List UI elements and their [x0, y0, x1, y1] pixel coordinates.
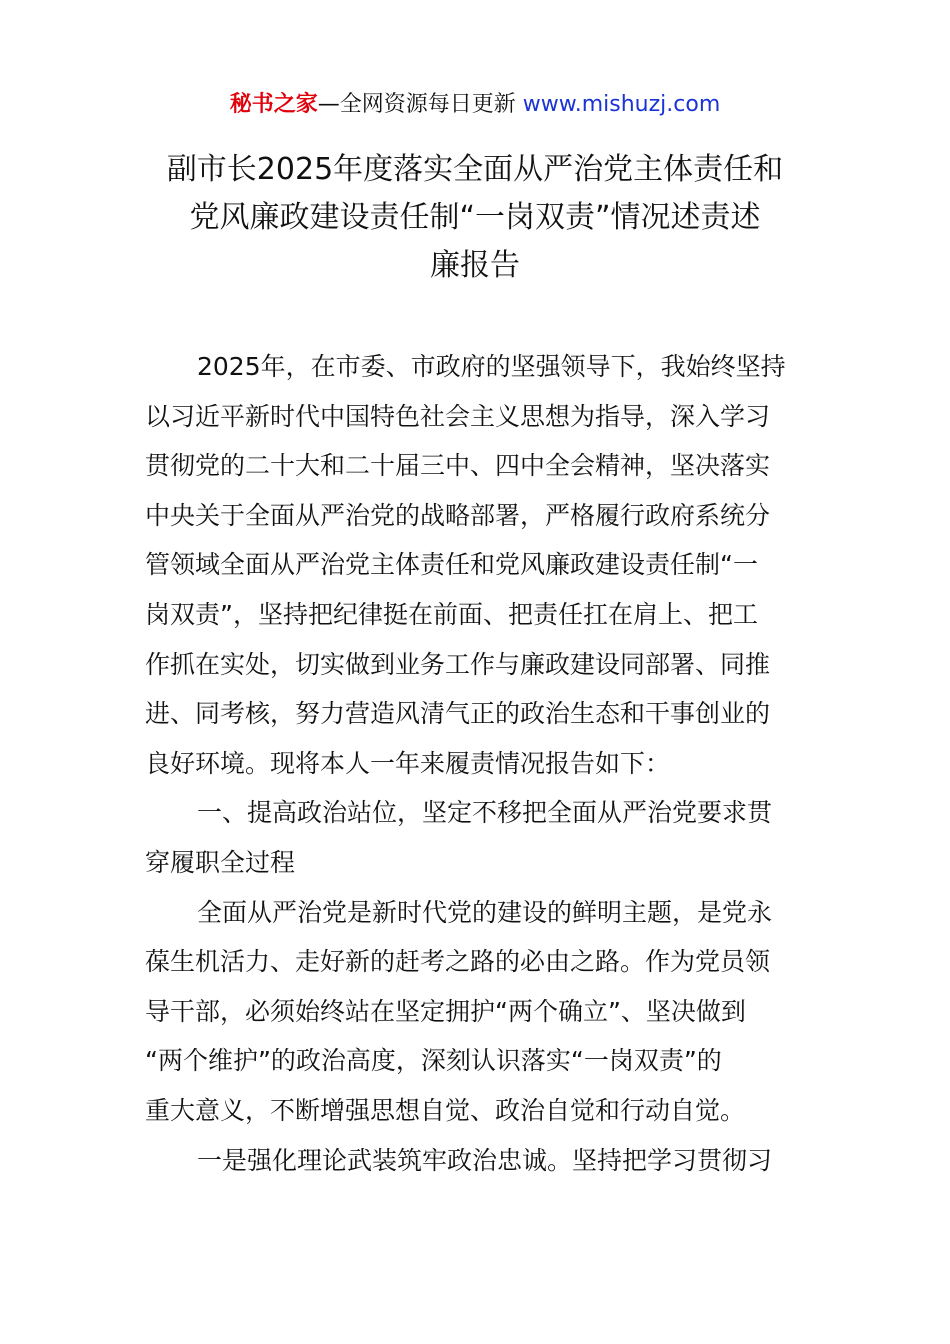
text-line: 2025年，在市委、市政府的坚强领导下，我始终坚持 — [197, 352, 786, 381]
intro-paragraph — [145, 342, 807, 788]
section-heading-1 — [145, 788, 807, 887]
text-line: 葆生机活力、走好新的赶考之路的必由之路。作为党员领 — [145, 947, 771, 977]
text-line: 贯彻党的二十大和二十届三中、四中全会精神，坚决落实 — [145, 451, 771, 481]
text-line: 穿履职全过程 — [145, 847, 296, 877]
text-line: 进、同考核，努力营造风清气正的政治生态和干事创业的 — [145, 699, 771, 729]
site-url-link[interactable]: www.mishuzj.com — [522, 92, 721, 117]
text-line: 导干部，必须始终站在坚定拥护“两个确立”、坚决做到 — [145, 996, 746, 1026]
text-line: 全面从严治党是新时代党的建设的鲜明主题，是党永 — [197, 897, 773, 927]
section-1-paragraph — [145, 888, 807, 1136]
text-line: 岗双责”，坚持把纪律挺在前面、把责任扛在肩上、把工 — [145, 599, 758, 629]
title-line-2: 党风廉政建设责任制“一岗双责”情况述责述 — [189, 200, 761, 235]
text-line: 一、提高政治站位，坚定不移把全面从严治党要求贯 — [197, 798, 773, 828]
text-line: “两个维护”的政治高度，深刻认识落实“一岗双责”的 — [145, 1046, 722, 1076]
text-line: 一是强化理论武装筑牢政治忠诚。坚持把学习贯彻习 — [197, 1145, 773, 1175]
site-header — [0, 88, 950, 122]
subpoint-paragraph — [145, 1136, 807, 1186]
header-tagline: —全网资源每日更新 — [317, 92, 523, 117]
text-line: 良好环境。现将本人一年来履责情况报告如下： — [145, 748, 671, 778]
text-line: 以习近平新时代中国特色社会主义思想为指导，深入学习 — [145, 401, 771, 431]
text-line: 中央关于全面从严治党的战略部署，严格履行政府系统分 — [145, 500, 771, 530]
text-line: 管领域全面从严治党主体责任和党风廉政建设责任制“一 — [145, 550, 758, 580]
document-title — [140, 146, 810, 290]
brand-name: 秘书之家 — [229, 92, 318, 117]
text-line: 重大意义，不断增强思想自觉、政治自觉和行动自觉。 — [145, 1095, 746, 1125]
title-line-1: 副市长2025年度落实全面从严治党主体责任和 — [166, 152, 784, 187]
text-line: 作抓在实处，切实做到业务工作与廉政建设同部署、同推 — [145, 649, 771, 679]
document-body — [145, 342, 807, 1185]
title-line-3: 廉报告 — [430, 248, 520, 283]
